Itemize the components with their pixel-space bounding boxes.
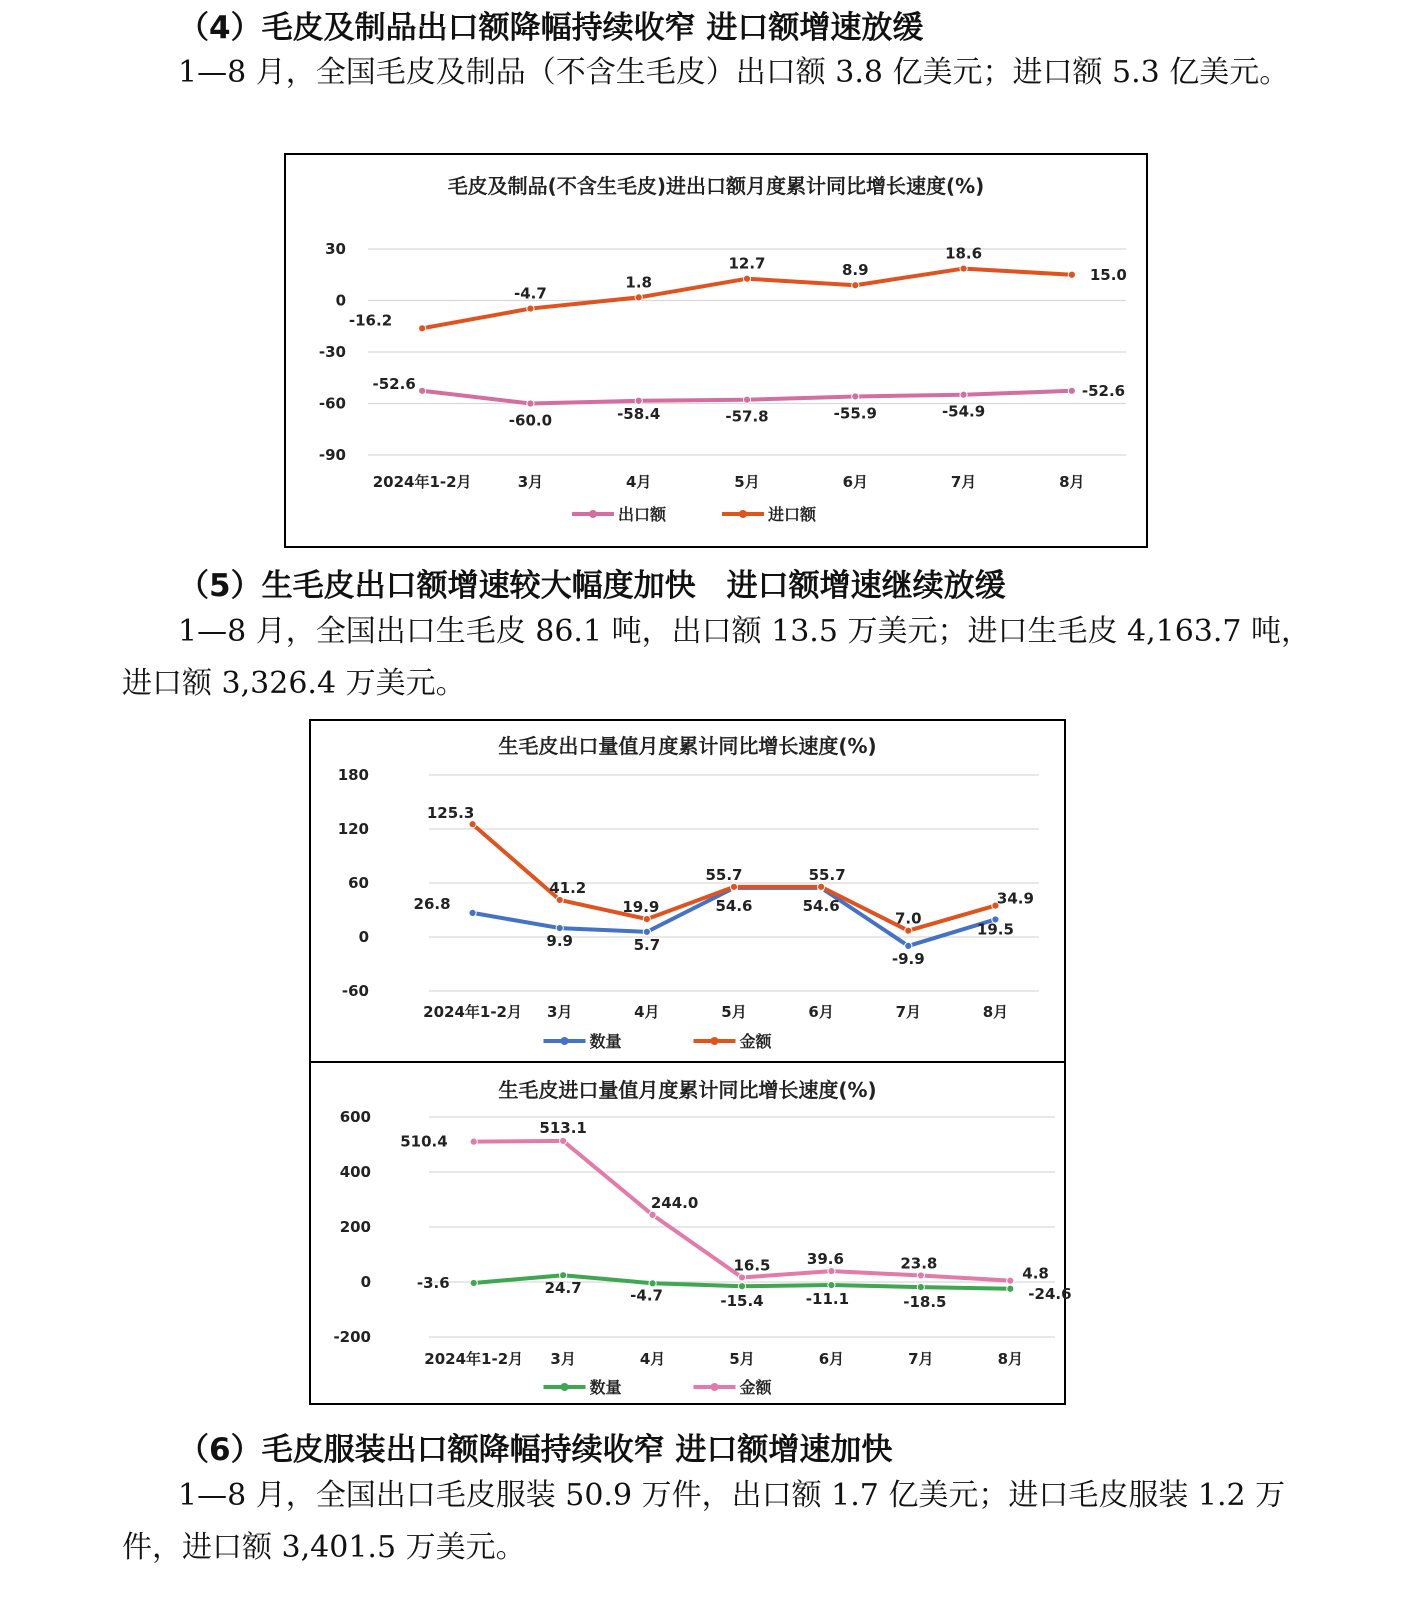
data-point [470, 1279, 477, 1286]
data-point [470, 1138, 477, 1145]
data-label: 34.9 [996, 889, 1034, 908]
data-point [917, 1272, 924, 1279]
data-point [738, 1283, 745, 1290]
data-point [635, 397, 642, 404]
x-tick-label: 4月 [639, 1350, 666, 1368]
data-label: -58.4 [617, 404, 661, 423]
data-label: -15.4 [720, 1292, 764, 1311]
x-tick-label: 5月 [734, 473, 760, 491]
section-6-heading: （6）毛皮服装出口额降幅持续收窄 进口额增速加快 [178, 1432, 893, 1468]
legend-marker [711, 1383, 719, 1391]
x-tick-label: 4月 [634, 1003, 660, 1021]
data-label: 19.5 [976, 920, 1014, 939]
data-label: -11.1 [805, 1290, 850, 1309]
x-tick-label: 2024年1-2月 [423, 1003, 523, 1021]
x-tick-label: 2024年1-2月 [424, 1350, 524, 1368]
data-label: -55.9 [833, 404, 877, 423]
data-point [1007, 1285, 1014, 1292]
data-point [905, 927, 912, 934]
chart-raw-fur-import [309, 1061, 1072, 1405]
data-label: 26.8 [413, 894, 451, 913]
data-point [917, 1283, 924, 1290]
data-label: 1.8 [625, 273, 653, 292]
data-point [1068, 387, 1075, 394]
legend-label: 数量 [589, 1378, 622, 1397]
x-tick-label: 4月 [625, 473, 652, 491]
x-tick-label: 7月 [908, 1350, 934, 1368]
chart-raw-fur-import-svg [311, 1063, 1072, 1403]
data-point [960, 391, 967, 398]
data-point [556, 896, 563, 903]
x-tick-label: 5月 [729, 1350, 755, 1368]
data-label: 54.6 [715, 896, 753, 915]
legend-label: 进口额 [768, 505, 817, 524]
data-point [1068, 271, 1075, 278]
y-tick-label: 30 [325, 240, 346, 258]
legend-label: 出口额 [618, 505, 667, 524]
data-label: 39.6 [806, 1250, 844, 1269]
data-label: -54.9 [941, 402, 986, 421]
data-label: 15.0 [1089, 265, 1127, 284]
data-label: 18.6 [945, 244, 983, 263]
legend-marker [739, 510, 747, 518]
y-tick-label: -60 [341, 982, 369, 1000]
y-tick-label: 60 [348, 874, 369, 892]
section-4-paragraph: 1—8 月，全国毛皮及制品（不含生毛皮）出口额 3.8 亿美元；进口额 5.3 亿美元。 [178, 55, 1290, 90]
data-label: -4.7 [514, 284, 547, 303]
data-label: 55.7 [705, 865, 743, 884]
data-point [738, 1274, 745, 1281]
data-point [828, 1268, 835, 1275]
y-tick-label: 600 [339, 1108, 371, 1126]
data-label: -18.5 [903, 1293, 947, 1312]
data-point [730, 883, 737, 890]
data-point [527, 305, 534, 312]
section-5-heading: （5）生毛皮出口额增速较大幅度加快 进口额增速继续放缓 [178, 568, 1006, 604]
data-label: 54.6 [802, 896, 840, 915]
data-point [852, 393, 859, 400]
data-label: 510.4 [400, 1132, 448, 1151]
legend-marker [589, 510, 597, 518]
data-point [818, 883, 825, 890]
x-tick-label: 3月 [550, 1350, 576, 1368]
data-label: 24.7 [544, 1279, 582, 1298]
data-point [419, 325, 426, 332]
data-label: -3.6 [416, 1273, 450, 1292]
y-tick-label: 400 [339, 1163, 371, 1181]
data-point [960, 265, 967, 272]
data-label: 12.7 [728, 254, 766, 273]
data-label: -52.6 [372, 374, 416, 393]
data-label: 16.5 [733, 1256, 771, 1275]
y-tick-label: -90 [318, 446, 346, 464]
data-point [828, 1281, 835, 1288]
x-tick-label: 6月 [808, 1003, 834, 1021]
data-label: 23.8 [900, 1254, 938, 1273]
data-point [852, 282, 859, 289]
data-point [527, 400, 534, 407]
data-label: 9.9 [546, 932, 574, 951]
x-tick-label: 8月 [1059, 473, 1085, 491]
section-5-paragraph: 1—8 月，全国出口生毛皮 86.1 吨，出口额 13.5 万美元；进口生毛皮 4,163.7 吨，进口额 3,326.4 万美元。 [122, 614, 1312, 701]
section-6-paragraph: 1—8 月，全国出口毛皮服装 50.9 万件，出口额 1.7 亿美元；进口毛皮服装 1.2 万件，进口额 3,401.5 万美元。 [122, 1478, 1286, 1565]
y-tick-label: 180 [337, 766, 369, 784]
legend-marker [561, 1037, 569, 1045]
data-label: 41.2 [549, 878, 587, 897]
data-label: -9.9 [891, 949, 925, 968]
data-point [743, 396, 750, 403]
chart-raw-fur-export-svg [311, 721, 1064, 1061]
data-label: 244.0 [650, 1193, 699, 1212]
data-point [635, 294, 642, 301]
x-tick-label: 2024年1-2月 [372, 473, 472, 491]
chart-title: 生毛皮出口量值月度累计同比增长速度(%) [498, 734, 877, 758]
legend-label: 金额 [739, 1378, 772, 1397]
x-tick-label: 8月 [982, 1003, 1009, 1021]
data-label: -52.6 [1081, 381, 1126, 400]
legend-label: 金额 [739, 1032, 772, 1051]
x-tick-label: 7月 [895, 1003, 922, 1021]
data-label: 8.9 [841, 261, 869, 280]
y-tick-label: 120 [337, 820, 369, 838]
legend-label: 数量 [589, 1032, 622, 1051]
data-point [419, 387, 426, 394]
data-label: 55.7 [808, 865, 846, 884]
data-point [560, 1137, 567, 1144]
data-label: -16.2 [348, 311, 393, 330]
y-tick-label: 0 [358, 928, 369, 946]
y-tick-label: 0 [335, 291, 346, 310]
data-point [643, 915, 650, 922]
x-tick-label: 3月 [546, 1003, 573, 1021]
data-point [560, 1272, 567, 1279]
chart-title: 毛皮及制品(不含生毛皮)进出口额月度累计同比增长速度(%) [447, 174, 985, 198]
y-tick-label: 0 [360, 1273, 371, 1291]
data-label: 125.3 [426, 804, 475, 823]
x-tick-label: 6月 [842, 473, 869, 491]
data-label: 5.7 [633, 935, 661, 954]
legend-marker [561, 1383, 569, 1391]
x-tick-label: 7月 [950, 473, 977, 491]
chart-fur-products-svg [286, 155, 1146, 546]
data-label: -24.6 [1028, 1284, 1072, 1303]
x-tick-label: 6月 [818, 1350, 845, 1368]
data-point [1007, 1277, 1014, 1284]
chart-fur-products [284, 153, 1148, 548]
x-tick-label: 8月 [997, 1350, 1024, 1368]
section-4-heading: （4）毛皮及制品出口额降幅持续收窄 进口额增速放缓 [178, 10, 924, 46]
legend-marker [711, 1037, 719, 1045]
data-point [643, 928, 650, 935]
data-point [556, 924, 563, 931]
data-point [743, 275, 750, 282]
data-label: 513.1 [539, 1118, 587, 1137]
data-point [905, 942, 912, 949]
data-label: 7.0 [894, 909, 922, 928]
chart-title: 生毛皮进口量值月度累计同比增长速度(%) [498, 1078, 877, 1102]
y-tick-label: -200 [333, 1328, 371, 1346]
y-tick-label: -30 [318, 343, 346, 361]
y-tick-label: 200 [339, 1218, 371, 1236]
data-label: 4.8 [1022, 1264, 1049, 1283]
data-point [649, 1211, 656, 1218]
chart-raw-fur-export [309, 719, 1066, 1063]
x-tick-label: 5月 [721, 1003, 747, 1021]
data-label: 19.9 [622, 898, 660, 917]
data-label: -57.8 [725, 407, 769, 426]
data-label: -60.0 [508, 411, 553, 430]
data-point [469, 909, 476, 916]
data-label: -4.7 [630, 1286, 663, 1305]
y-tick-label: -60 [318, 394, 346, 413]
x-tick-label: 3月 [517, 473, 544, 491]
